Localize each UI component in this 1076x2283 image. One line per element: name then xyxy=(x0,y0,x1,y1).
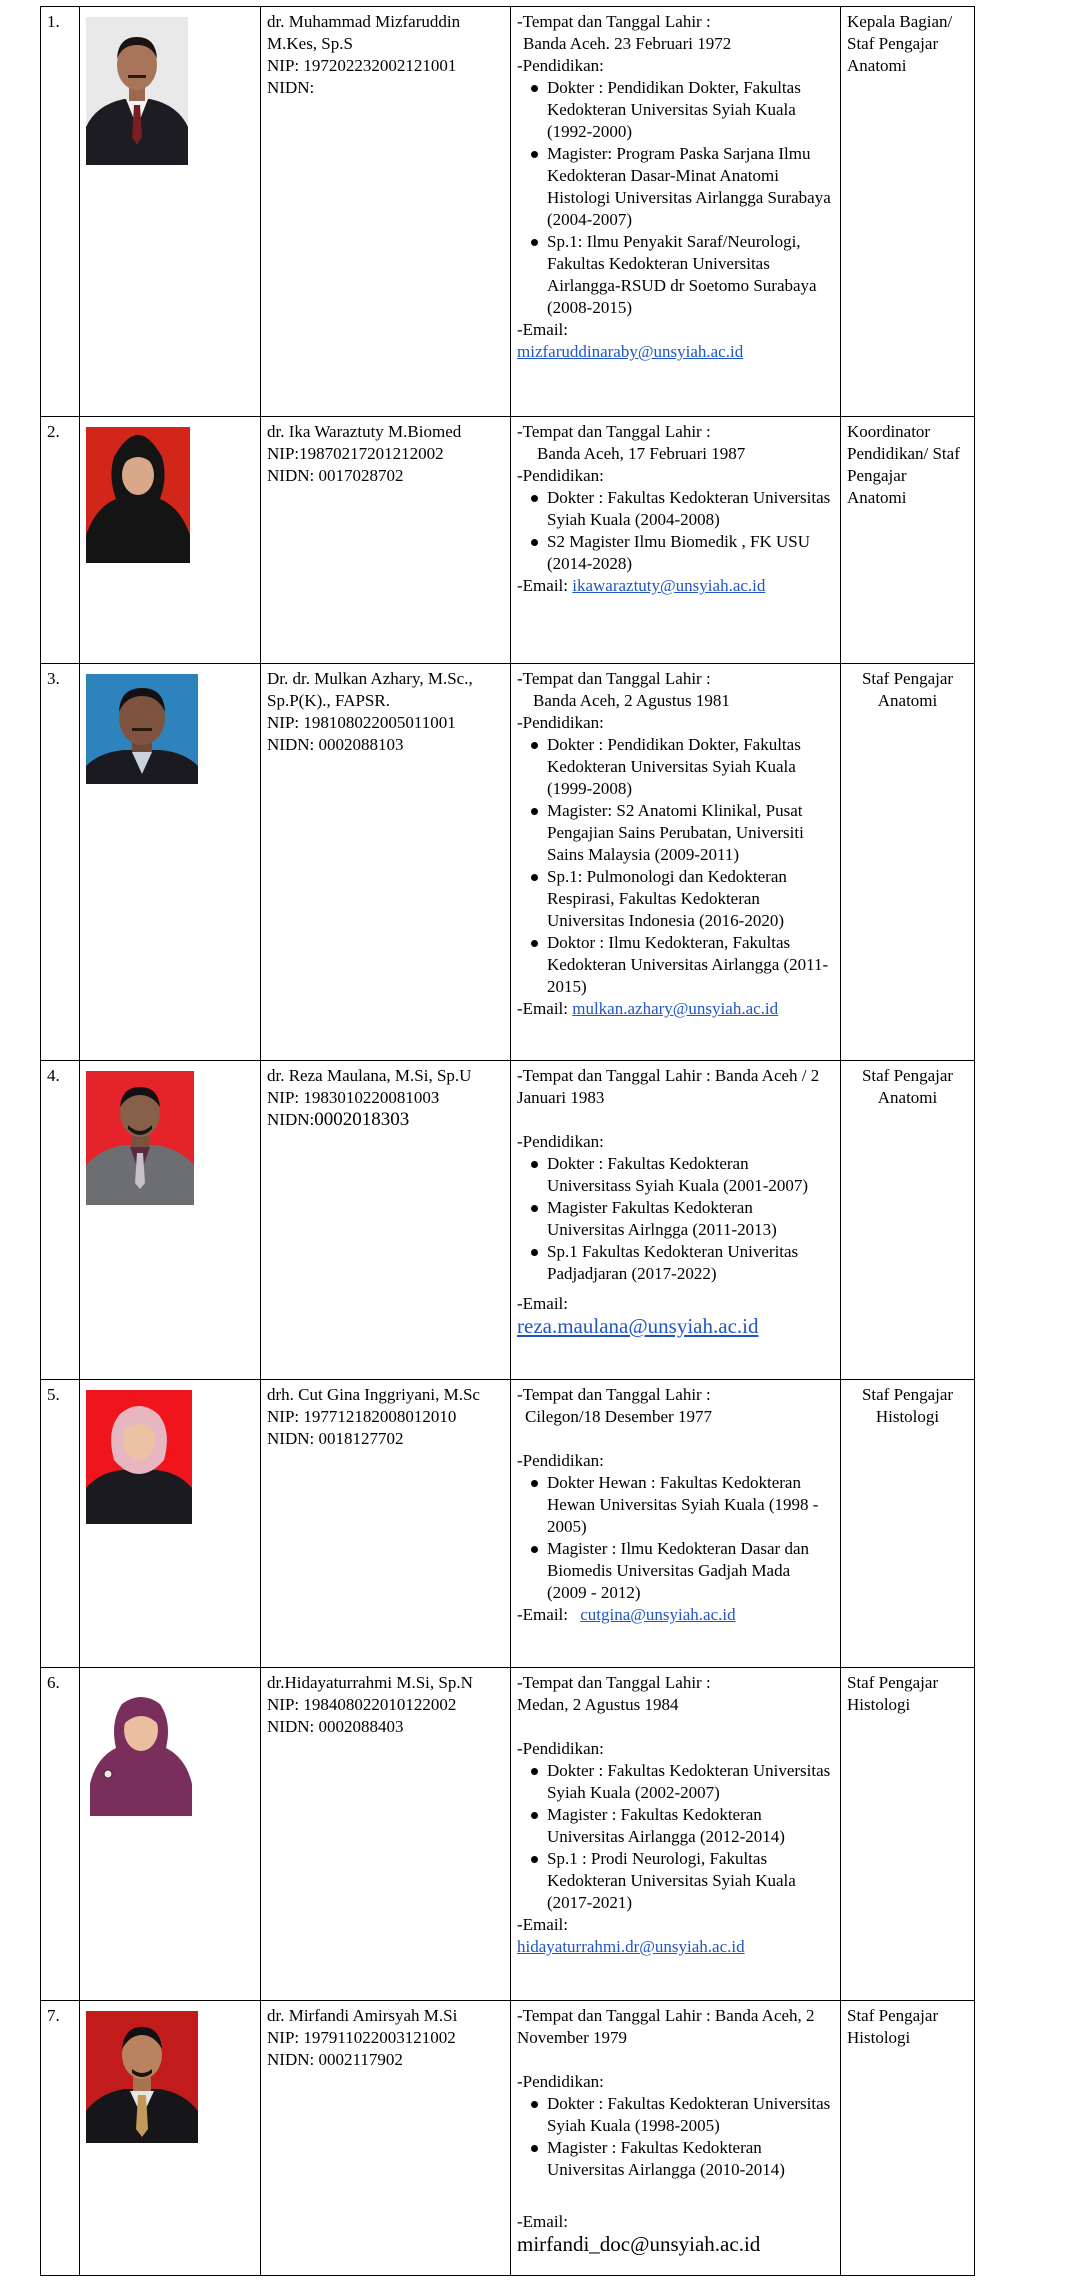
email-link[interactable]: mizfaruddinaraby@unsyiah.ac.id xyxy=(517,342,744,361)
staff-nidn: NIDN: 0002088403 xyxy=(267,1717,404,1736)
birth-label: -Tempat dan Tanggal Lahir : Banda Aceh / 2 Januari 1983 xyxy=(517,1066,820,1107)
name-cell xyxy=(261,2001,511,2276)
row-number: 1. xyxy=(41,7,80,417)
staff-photo xyxy=(86,1390,254,1524)
email-label: -Email: xyxy=(517,1915,568,1934)
row-number: 6. xyxy=(41,1668,80,2001)
education-item: Magister : Fakultas Kedokteran Universitas Airlangga (2012-2014) xyxy=(517,1804,834,1848)
education-label: -Pendidikan: xyxy=(517,1451,604,1470)
staff-name: dr. Reza Maulana, M.Si, Sp.U xyxy=(267,1066,472,1085)
photo-cell xyxy=(80,2001,261,2276)
position-cell: Staf Pengajar Histologi xyxy=(841,1668,975,2001)
name-cell xyxy=(261,417,511,664)
name-cell xyxy=(261,7,511,417)
birth-value: Banda Aceh, 2 Agustus 1981 xyxy=(533,691,730,710)
table-row xyxy=(41,1061,975,1380)
info-cell xyxy=(511,1668,841,2001)
info-cell xyxy=(511,1380,841,1668)
birth-label: -Tempat dan Tanggal Lahir : xyxy=(517,1385,711,1404)
birth-label: -Tempat dan Tanggal Lahir : xyxy=(517,12,711,31)
row-number: 5. xyxy=(41,1380,80,1668)
info-cell xyxy=(511,417,841,664)
education-item: S2 Magister Ilmu Biomedik , FK USU (2014-2028) xyxy=(517,531,834,575)
photo-cell xyxy=(80,7,261,417)
staff-nip: NIP:19870217201212002 xyxy=(267,444,444,463)
education-item: Dokter : Fakultas Kedokteran Universitass Syiah Kuala (2001-2007) xyxy=(517,1153,834,1197)
email-label: -Email: xyxy=(517,320,568,339)
position-cell: Koordinator Pendidikan/ Staf Pengajar Anatomi xyxy=(841,417,975,664)
email-link[interactable]: ikawaraztuty@unsyiah.ac.id xyxy=(572,576,766,595)
education-item: Magister : Fakultas Kedokteran Universitas Airlangga (2010-2014) xyxy=(517,2137,834,2181)
staff-nip: NIP: 198108022005011001 xyxy=(267,713,456,732)
education-item: Sp.1: Ilmu Penyakit Saraf/Neurologi, Fakultas Kedokteran Universitas Airlangga-RSUD dr Soetomo Surabaya (2008-2015) xyxy=(517,231,834,319)
photo-cell xyxy=(80,1061,261,1380)
education-list xyxy=(517,77,834,319)
row-number: 4. xyxy=(41,1061,80,1380)
education-item: Dokter : Fakultas Kedokteran Universitas Syiah Kuala (2004-2008) xyxy=(517,487,834,531)
education-item: Dokter : Fakultas Kedokteran Universitas Syiah Kuala (1998-2005) xyxy=(517,2093,834,2137)
email-label: -Email: xyxy=(517,1605,568,1624)
staff-nip: NIP: 197712182008012010 xyxy=(267,1407,457,1426)
info-cell xyxy=(511,7,841,417)
position-cell: Staf Pengajar Anatomi xyxy=(841,1061,975,1380)
birth-value: Banda Aceh, 17 Februari 1987 xyxy=(537,444,746,463)
staff-table xyxy=(40,6,975,2276)
info-cell xyxy=(511,1061,841,1380)
staff-photo xyxy=(86,427,254,563)
staff-nidn: NIDN: 0018127702 xyxy=(267,1429,404,1448)
birth-label: -Tempat dan Tanggal Lahir : xyxy=(517,1673,711,1692)
staff-name: dr.Hidayaturrahmi M.Si, Sp.N xyxy=(267,1673,473,1692)
staff-nidn: NIDN: 0002117902 xyxy=(267,2050,403,2069)
education-item: Magister : Ilmu Kedokteran Dasar dan Biomedis Universitas Gadjah Mada (2009 - 2012) xyxy=(517,1538,834,1604)
staff-photo xyxy=(86,1071,254,1205)
education-item: Sp.1 : Prodi Neurologi, Fakultas Kedokteran Universitas Syiah Kuala (2017-2021) xyxy=(517,1848,834,1914)
staff-name: dr. Ika Waraztuty M.Biomed xyxy=(267,422,462,441)
photo-cell xyxy=(80,1380,261,1668)
education-list xyxy=(517,487,834,575)
table-row xyxy=(41,2001,975,2276)
email-label: -Email: xyxy=(517,1294,568,1313)
staff-name: Dr. dr. Mulkan Azhary, M.Sc., Sp.P(K)., FAPSR. xyxy=(267,669,473,710)
education-list xyxy=(517,1760,834,1914)
email-link[interactable]: cutgina@unsyiah.ac.id xyxy=(580,1605,736,1624)
education-label: -Pendidikan: xyxy=(517,2072,604,2091)
birth-value: Cilegon/18 Desember 1977 xyxy=(525,1407,712,1426)
email-text: mirfandi_doc@unsyiah.ac.id xyxy=(517,2232,761,2256)
education-item: Dokter Hewan : Fakultas Kedokteran Hewan Universitas Syiah Kuala (1998 - 2005) xyxy=(517,1472,834,1538)
education-list xyxy=(517,1472,834,1604)
staff-nidn: NIDN: xyxy=(267,78,315,97)
staff-photo xyxy=(86,2011,254,2143)
education-label: -Pendidikan: xyxy=(517,713,604,732)
row-number: 7. xyxy=(41,2001,80,2276)
staff-photo xyxy=(86,1688,254,1816)
staff-nidn: NIDN: 0017028702 xyxy=(267,466,404,485)
photo-cell xyxy=(80,417,261,664)
name-cell xyxy=(261,1668,511,2001)
info-cell xyxy=(511,2001,841,2276)
nidn-value: 0002018303 xyxy=(314,1109,410,1130)
position-cell: Staf Pengajar Histologi xyxy=(841,1380,975,1668)
position-cell: Staf Pengajar Anatomi xyxy=(841,664,975,1061)
staff-nip: NIP: 197911022003121002 xyxy=(267,2028,456,2047)
education-list xyxy=(517,2093,834,2181)
staff-name: dr. Mirfandi Amirsyah M.Si xyxy=(267,2006,458,2025)
staff-nidn: NIDN: 0002088103 xyxy=(267,735,404,754)
staff-name: drh. Cut Gina Inggriyani, M.Sc xyxy=(267,1385,480,1404)
education-label: -Pendidikan: xyxy=(517,1739,604,1758)
education-item: Magister: S2 Anatomi Klinikal, Pusat Pengajian Sains Perubatan, Universiti Sains Malaysia (2009-2011) xyxy=(517,800,834,866)
education-item: Magister Fakultas Kedokteran Universitas Airlngga (2011-2013) xyxy=(517,1197,834,1241)
staff-name: dr. Muhammad Mizfaruddin M.Kes, Sp.S xyxy=(267,12,461,53)
birth-value: Medan, 2 Agustus 1984 xyxy=(517,1695,679,1714)
education-label: -Pendidikan: xyxy=(517,466,604,485)
education-list xyxy=(517,1153,834,1285)
education-item: Sp.1 Fakultas Kedokteran Univeritas Padjadjaran (2017-2022) xyxy=(517,1241,834,1285)
staff-photo xyxy=(86,17,254,165)
position-cell: Kepala Bagian/ Staf Pengajar Anatomi xyxy=(841,7,975,417)
education-item: Doktor : Ilmu Kedokteran, Fakultas Kedokteran Universitas Airlangga (2011-2015) xyxy=(517,932,834,998)
education-item: Sp.1: Pulmonologi dan Kedokteran Respirasi, Fakultas Kedokteran Universitas Indonesia (2016-2020) xyxy=(517,866,834,932)
row-number: 3. xyxy=(41,664,80,1061)
education-item: Dokter : Pendidikan Dokter, Fakultas Kedokteran Universitas Syiah Kuala (1999-2008) xyxy=(517,734,834,800)
education-item: Dokter : Pendidikan Dokter, Fakultas Kedokteran Universitas Syiah Kuala (1992-2000) xyxy=(517,77,834,143)
email-label: -Email: xyxy=(517,576,568,595)
education-item: Magister: Program Paska Sarjana Ilmu Kedokteran Dasar-Minat Anatomi Histologi Universitas Airlangga Surabaya (2004-2007) xyxy=(517,143,834,231)
row-number: 2. xyxy=(41,417,80,664)
info-cell xyxy=(511,664,841,1061)
staff-nidn xyxy=(267,1109,504,1131)
name-cell xyxy=(261,1380,511,1668)
staff-nip: NIP: 198301022008100З xyxy=(267,1088,440,1107)
birth-label: -Tempat dan Tanggal Lahir : xyxy=(517,669,711,688)
staff-nip: NIP: 197202232002121001 xyxy=(267,56,457,75)
birth-label: -Tempat dan Tanggal Lahir : Banda Aceh, 2 November 1979 xyxy=(517,2006,815,2047)
table-row xyxy=(41,664,975,1061)
name-cell xyxy=(261,664,511,1061)
birth-label: -Tempat dan Tanggal Lahir : xyxy=(517,422,711,441)
photo-cell xyxy=(80,1668,261,2001)
nidn-label: NIDN: xyxy=(267,1110,315,1129)
table-row xyxy=(41,417,975,664)
email-label: -Email: xyxy=(517,2212,568,2231)
education-label: -Pendidikan: xyxy=(517,1132,604,1151)
email-label: -Email: xyxy=(517,999,568,1018)
table-row xyxy=(41,1380,975,1668)
staff-nip: NIP: 198408022010122002 xyxy=(267,1695,457,1714)
education-list xyxy=(517,734,834,998)
photo-cell xyxy=(80,664,261,1061)
position-cell: Staf Pengajar Histologi xyxy=(841,2001,975,2276)
name-cell xyxy=(261,1061,511,1380)
staff-photo xyxy=(86,674,254,784)
email-link[interactable]: mulkan.azhary@unsyiah.ac.id xyxy=(572,999,779,1018)
table-row xyxy=(41,7,975,417)
email-link[interactable]: hidayaturrahmi.dr@unsyiah.ac.id xyxy=(517,1937,745,1956)
email-link[interactable]: reza.maulana@unsyiah.ac.id xyxy=(517,1314,759,1338)
birth-value: Banda Aceh. 23 Februari 1972 xyxy=(523,34,732,53)
education-item: Dokter : Fakultas Kedokteran Universitas Syiah Kuala (2002-2007) xyxy=(517,1760,834,1804)
education-label: -Pendidikan: xyxy=(517,56,604,75)
table-row xyxy=(41,1668,975,2001)
